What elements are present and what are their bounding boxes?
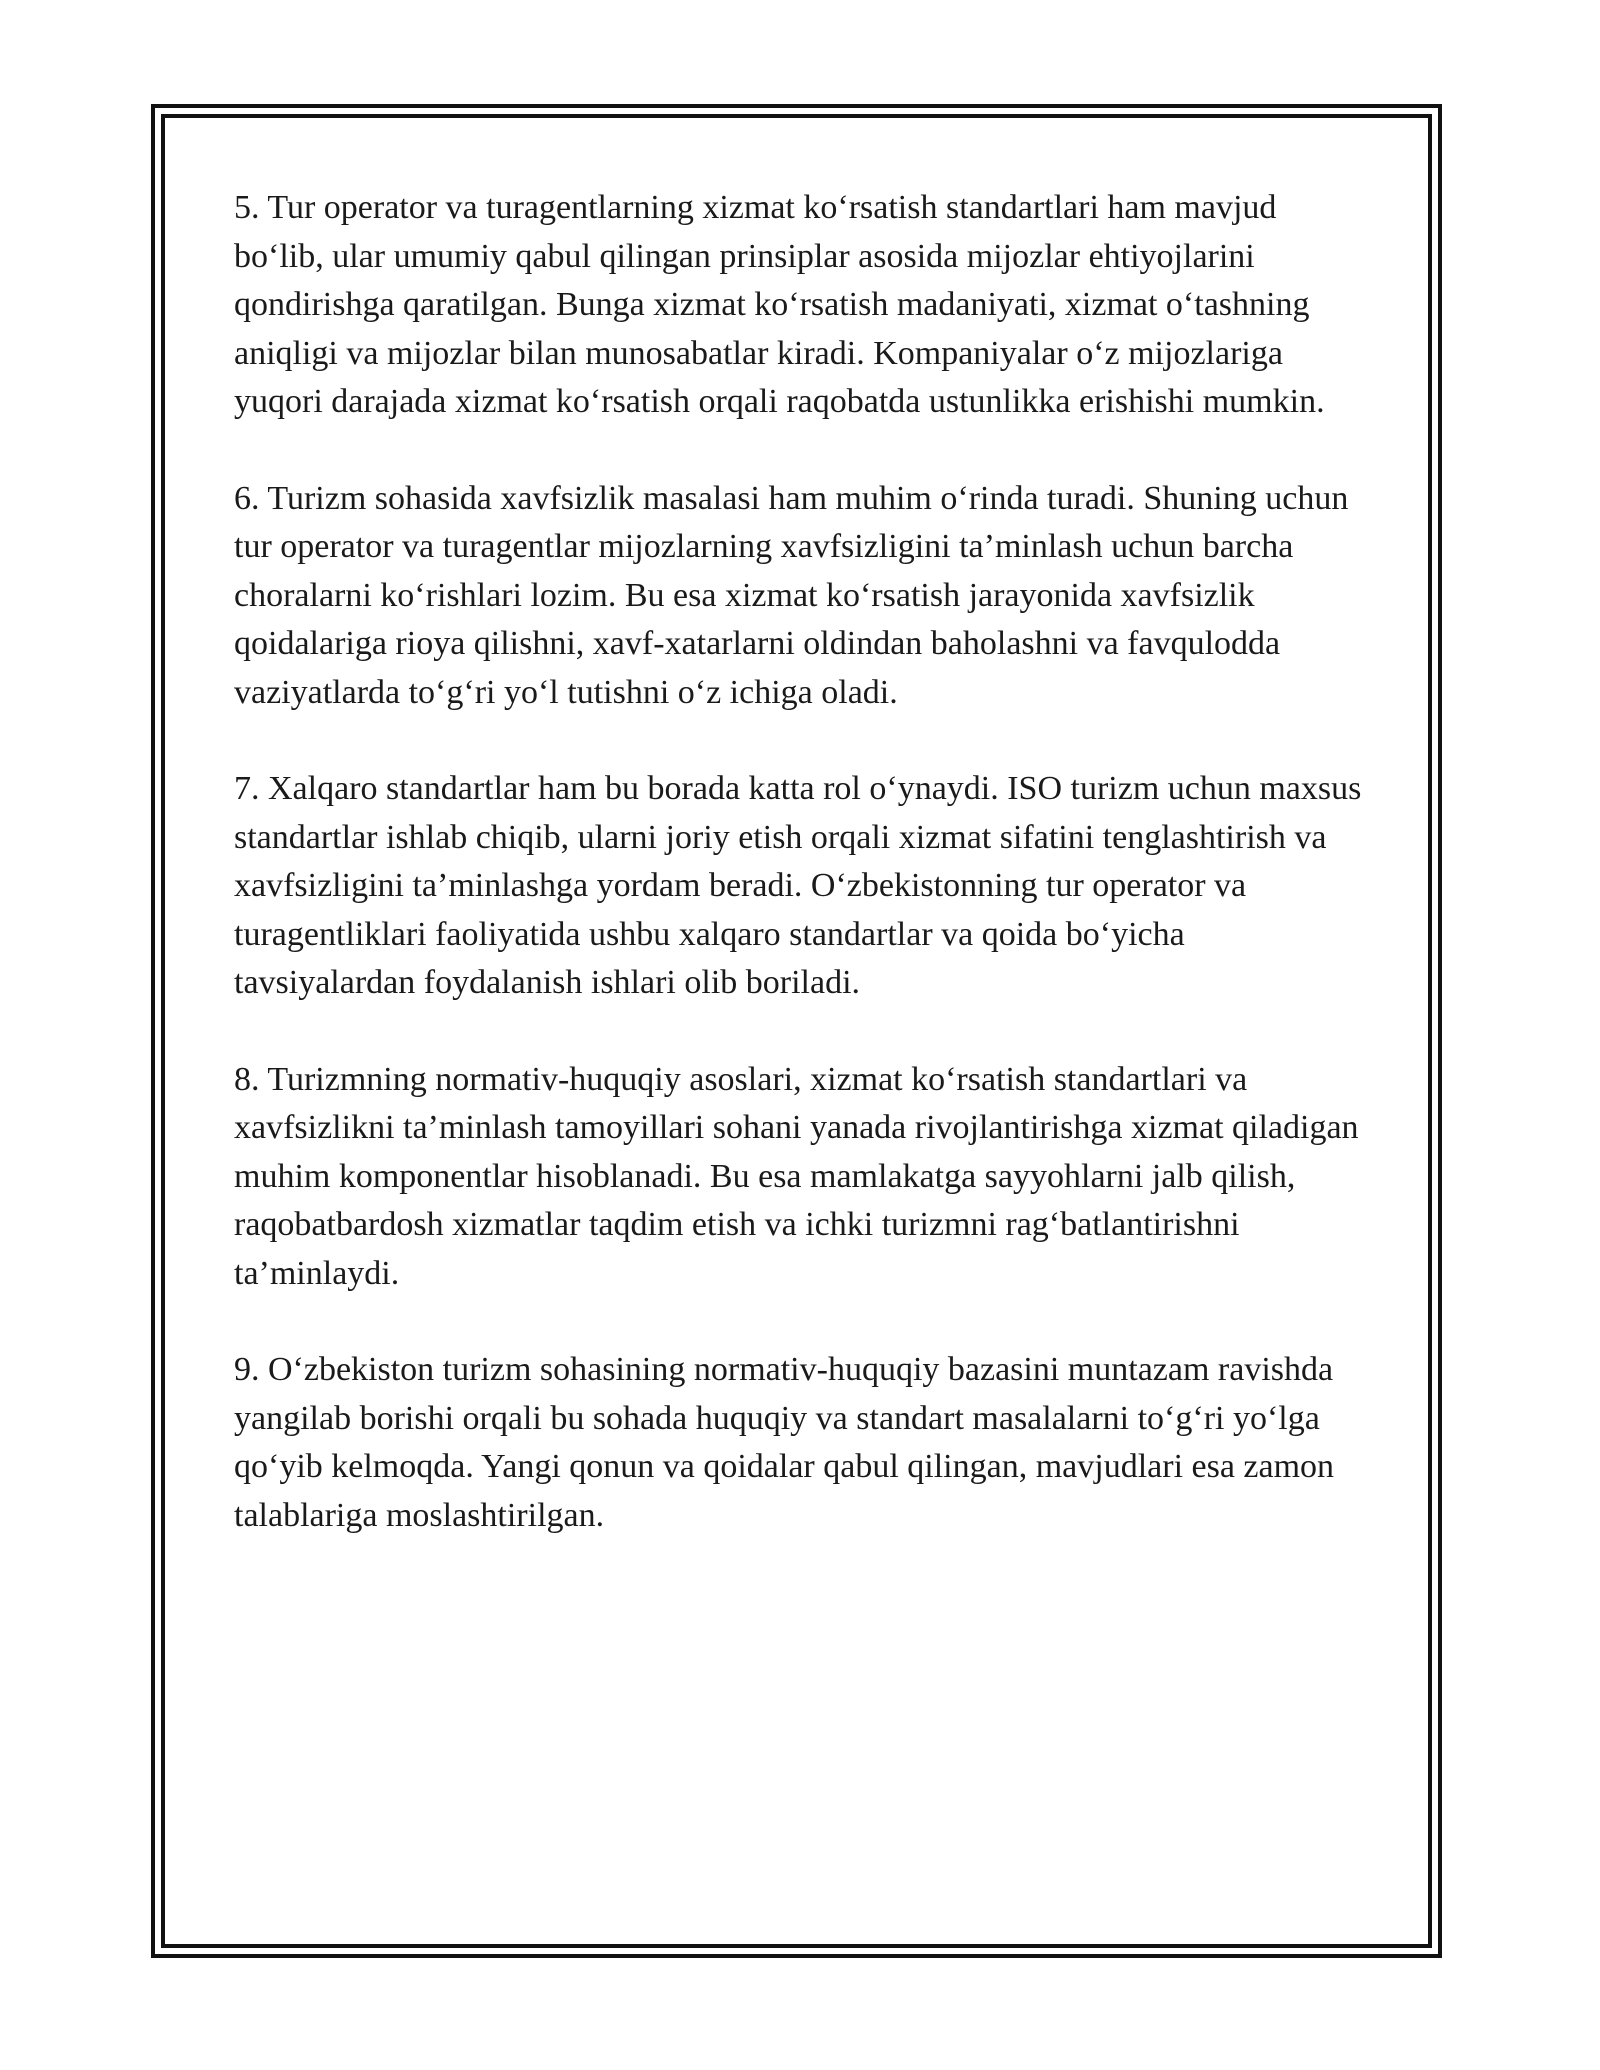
document-body (234, 184, 1374, 1588)
paragraph-8: 8. Turizmning normativ-huquqiy asoslari, xizmat ko‘rsatish standartlari va xavfsizlikni ta’minlash tamoyillari sohani yanada rivojlantirishga xizmat qiladigan muhim komponentlar hisoblanadi. Bu esa mamlakatga sayyohlarni jalb qilish, raqobatbardosh xizmatlar taqdim etish va ichki turizmni rag‘batlantirishni ta’minlaydi. (234, 1060, 1359, 1292)
paragraph-6: 6. Turizm sohasida xavfsizlik masalasi ham muhim o‘rinda turadi. Shuning uchun tur operator va turagentlar mijozlarning xavfsizligini ta’minlash uchun barcha choralarni ko‘rishlari lozim. Bu esa xizmat ko‘rsatish jarayonida xavfsizlik qoidalariga rioya qilishni, xavf-xatarlarni oldindan baholashni va favqulodda vaziyatlarda to‘g‘ri yo‘l tutishni o‘z ichiga oladi. (234, 479, 1349, 711)
paragraph-5: 5. Tur operator va turagentlarning xizmat ko‘rsatish standartlari ham mavjud bo‘lib, ular umumiy qabul qilingan prinsiplar asosida mijozlar ehtiyojlarini qondirishga qaratilgan. Bunga xizmat ko‘rsatish madaniyati, xizmat o‘tashning aniqligi va mijozlar bilan munosabatlar kiradi. Kompaniyalar o‘z mijozlariga yuqori darajada xizmat ko‘rsatish orqali raqobatda ustunlikka erishishi mumkin. (234, 189, 1325, 420)
paragraph-9: 9. O‘zbekiston turizm sohasining normativ-huquqiy bazasini muntazam ravishda yangilab borishi orqali bu sohada huquqiy va standart masalalarni to‘g‘ri yo‘lga qo‘yib kelmoqda. Yangi qonun va qoidalar qabul qilingan, mavjudlari esa zamon talablariga moslashtirilgan. (234, 1351, 1335, 1534)
paragraph-7: 7. Xalqaro standartlar ham bu borada katta rol o‘ynaydi. ISO turizm uchun maxsus standartlar ishlab chiqib, ularni joriy etish orqali xizmat sifatini tenglashtirish va xavfsizligini ta’minlashga yordam beradi. O‘zbekistonning tur operator va turagentliklari faoliyatida ushbu xalqaro standartlar va qoida bo‘yicha tavsiyalardan foydalanish ishlari olib boriladi. (234, 770, 1362, 1001)
